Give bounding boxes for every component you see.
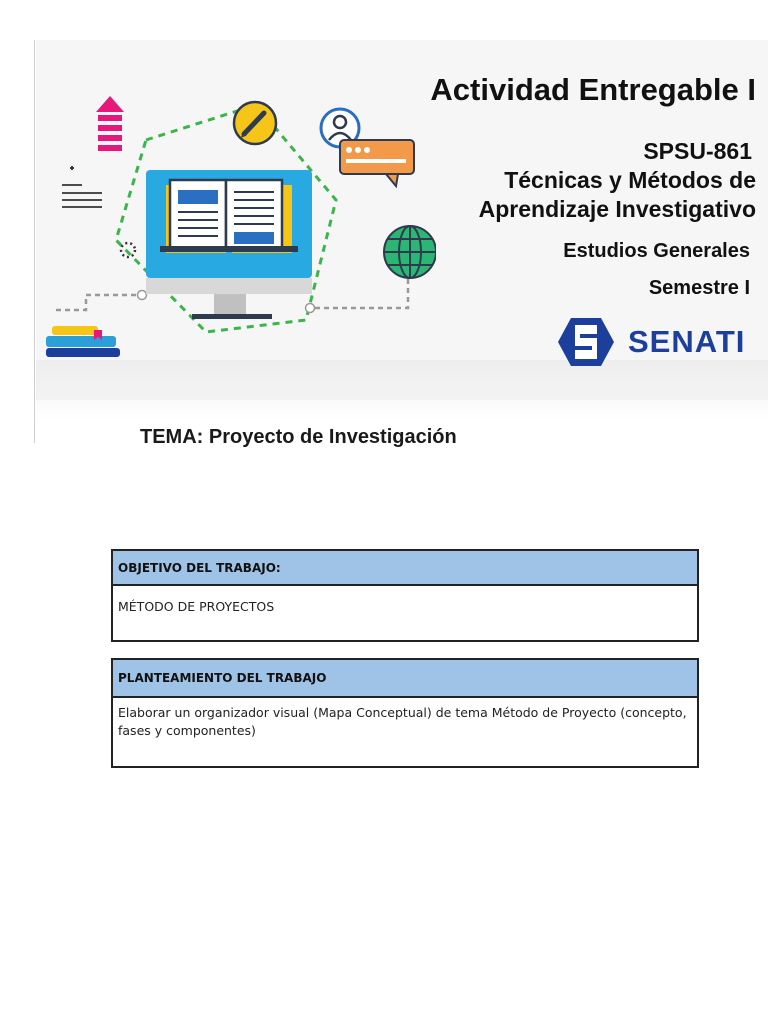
- topic-heading: TEMA: Proyecto de Investigación: [140, 426, 457, 448]
- connector-right: [306, 270, 408, 308]
- arrow-up-icon: [96, 96, 124, 151]
- course-name-line1: Técnicas y Métodos de: [504, 167, 756, 193]
- pencil-icon: [234, 102, 276, 144]
- objective-box: [111, 549, 699, 642]
- course-code: SPSU-861: [643, 138, 752, 164]
- semester-label: Semestre I: [648, 277, 750, 299]
- senati-logo: [556, 316, 756, 368]
- loading-icon: [121, 243, 135, 257]
- statement-heading: PLANTEAMIENTO DEL TRABAJO: [113, 660, 697, 698]
- globe-icon: [384, 226, 436, 278]
- objective-body: MÉTODO DE PROYECTOS: [118, 599, 275, 614]
- objective-heading: OBJETIVO DEL TRABAJO:: [113, 551, 697, 586]
- statement-box: [111, 658, 699, 768]
- chat-icon: [340, 140, 414, 186]
- list-icon: [62, 166, 102, 207]
- connector-node: [138, 291, 147, 300]
- course-name-line2: Aprendizaje Investigativo: [478, 196, 756, 222]
- connector-left: [56, 295, 146, 310]
- department-label: Estudios Generales: [563, 240, 750, 262]
- connector-node: [306, 304, 315, 313]
- books-icon: [46, 326, 120, 357]
- course-name: [479, 166, 756, 224]
- senati-logo-mark: [556, 316, 616, 368]
- senati-logo-text: SENATI: [628, 324, 746, 359]
- education-illustration: [36, 40, 436, 380]
- page-left-rule: [34, 40, 35, 443]
- activity-title: Actividad Entregable I: [430, 72, 756, 107]
- statement-body: Elaborar un organizador visual (Mapa Conceptual) de tema Método de Proyecto (concepto, fases y componentes): [118, 705, 687, 738]
